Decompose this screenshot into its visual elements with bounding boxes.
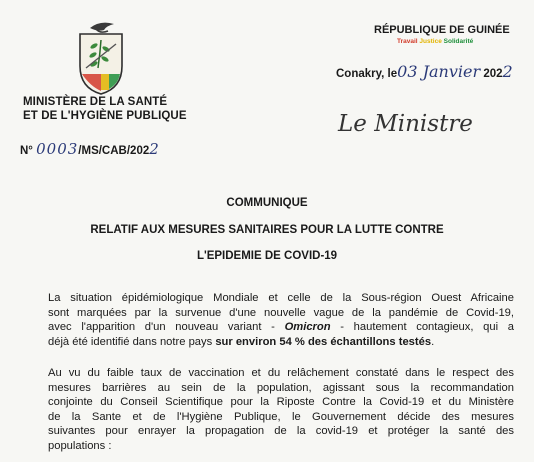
date-handwritten: 03 Janvier — [397, 62, 481, 81]
para1-line-2: sont marquées par la survenue d'une nouvelle vague de la pandémie de Covid-19, — [48, 306, 514, 319]
document-subtitle-2: L'EPIDEMIE DE COVID-19 — [196, 250, 338, 262]
motto-travail: Travail — [397, 38, 418, 45]
paragraph-2 — [48, 366, 514, 454]
para1-line-4c: . — [431, 335, 435, 348]
ministry-line-2: ET DE L'HYGIÈNE PUBLIQUE — [23, 110, 187, 122]
para2-line-2: mesures barrières au sein de la population, agissant sous la recommandation — [48, 381, 514, 394]
national-motto — [397, 38, 473, 45]
para1-line-3 — [48, 320, 514, 335]
para1-line-3c: - hautement contagieux, qui a — [330, 321, 514, 334]
motto-justice: Justice — [419, 38, 442, 45]
positivity-rate: sur environ 54 % des échantillons testés — [215, 335, 432, 348]
para2-line-4: de la Sante et de l'Hygiène Publique, le Gouvernement décide des mesures — [48, 410, 514, 423]
guinea-emblem-icon — [70, 18, 132, 96]
date-prefix: Conakry, le — [336, 68, 398, 80]
reference-number — [20, 140, 160, 158]
paragraph-1 — [48, 291, 514, 349]
date-year-digit: 2 — [502, 62, 513, 81]
document-subtitle-1: RELATIF AUX MESURES SANITAIRES POUR LA LUTTE CONTRE — [90, 224, 444, 236]
para2-line-3: conjointe du Conseil Scientifique pour la Riposte Contre la Covid-19 et du Ministère — [48, 396, 514, 409]
para2-line-5: suivantes pour enrayer la propagation de la covid-19 et protéger la santé des — [48, 425, 514, 438]
para1-line-1: La situation épidémiologique Mondiale et celle de la Sous-région Ouest Africaine — [48, 292, 514, 304]
para2-line-1: Au vu du faible taux de vaccination et du relâchement constaté dans le respect des — [48, 367, 514, 379]
para2-line-6: populations : — [48, 439, 112, 452]
date-year: 202 — [483, 68, 503, 80]
para1-line-4a: déjà été identifié dans notre pays — [48, 335, 216, 348]
para1-line-4 — [48, 335, 514, 350]
ref-handwritten-number: 0003 — [36, 140, 79, 158]
document-title: COMMUNIQUE — [226, 197, 308, 209]
ref-suffix: /MS/CAB/202 — [78, 145, 150, 157]
signatory-title: Le Ministre — [338, 111, 473, 137]
document-date — [336, 62, 513, 81]
para1-line-3a: avec l'apparition d'un nouveau variant - — [48, 321, 285, 334]
ref-year-digit: 2 — [149, 140, 160, 158]
ref-prefix: N° — [20, 145, 33, 157]
ministry-line-1: MINISTÈRE DE LA SANTÉ — [23, 96, 168, 108]
motto-solidarite: Solidarité — [443, 38, 474, 45]
republic-name: RÉPUBLIQUE DE GUINÉE — [374, 24, 510, 36]
ministry-name — [23, 95, 187, 123]
variant-name: Omicron — [284, 321, 331, 334]
